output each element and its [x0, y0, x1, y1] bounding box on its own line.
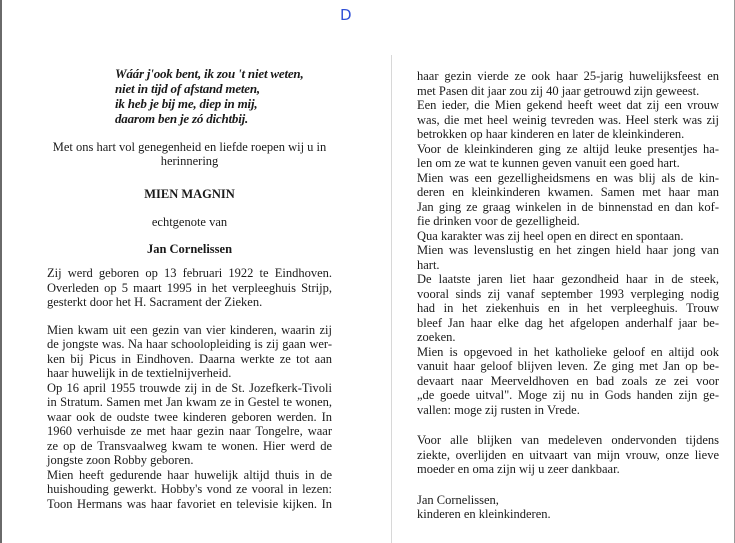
- poem-line: daarom ben je zó dichtbij.: [115, 111, 249, 126]
- text-line: zoeken.: [417, 330, 456, 344]
- text-line: 1960 verhuisde ze met haar gezin naar Tongelre, waar: [47, 424, 332, 438]
- text-line: Mien was levenslustig en het zingen hield haar jong van: [417, 243, 719, 257]
- text-line: haar gezin vierde ze ook haar 25-jarig huwelijksfeest en: [417, 69, 719, 83]
- text-line: moeder en oma zijn wij u zeer dankbaar.: [417, 462, 620, 476]
- text-line: „de goede uitval". Moge zij nu in Gods handen zijn ge-: [417, 388, 719, 402]
- text-line: haar huwelijk in de textielnijverheid.: [47, 366, 232, 380]
- text-line: vooral sinds zij vanaf september 1993 verpleging nodig: [417, 286, 719, 301]
- text-line: Voor alle blijken van medeleven ondervonden tijdens: [417, 433, 719, 447]
- paragraph-birth: [47, 266, 332, 310]
- text-line: ziekte, overlijden en uitvaart van mijn vrouw, onze lieve: [417, 447, 719, 462]
- signature: [417, 493, 719, 522]
- text-line: huishouding gewerkt. Hobby's vond ze vooral in lezen:: [47, 482, 332, 496]
- spouse-label: echtgenote van: [151, 215, 228, 229]
- signature-line: Jan Cornelissen,: [417, 492, 499, 507]
- paragraph-personality: [417, 229, 719, 244]
- text-line: devaart naar Meerveldhoven en bad zoals ze zei voor: [417, 373, 719, 388]
- deceased-name: MIEN MAGNIN: [144, 187, 235, 201]
- text-line: Toon Hermans was haar favoriet en televisie kijken. In: [47, 496, 332, 511]
- text-line: was, die met heel weinig tevreden was. Heel sterk was zij: [417, 112, 719, 127]
- text-line: Zij werd geboren op 13 februari 1922 te Eindhoven.: [47, 266, 332, 280]
- text-line: waar ook de oudste twee kinderen geboren werden. In: [47, 409, 332, 424]
- text-line: in Stratum. Samen met Jan kwam ze in Gestel te wonen,: [47, 395, 332, 409]
- text-line: hart.: [417, 257, 440, 272]
- text-line: Mien is opgevoed in het katholieke geloof en altijd ook: [417, 344, 719, 359]
- left-edge: [0, 0, 2, 543]
- paragraph-health: [417, 272, 719, 345]
- text-line: De laatste jaren liet haar gezondheid haar in de steek,: [417, 272, 719, 286]
- paragraph-grandchildren: [417, 142, 719, 171]
- fold-line: [391, 55, 392, 543]
- text-line: Mien was een gezelligheidsmens en was blij als de kin-: [417, 170, 719, 185]
- spouse-name: Jan Cornelissen: [146, 242, 233, 256]
- poem: [115, 66, 332, 126]
- poem-line: ik heb je bij me, diep in mij,: [115, 96, 258, 111]
- margin-mark: D: [340, 6, 352, 24]
- paragraph-social: [417, 171, 719, 229]
- text-line: met Pasen dit jaar zou zij 40 jaar getrouwd zijn geweest.: [417, 83, 700, 98]
- paragraph-household: [47, 468, 332, 512]
- intro-text: Met ons hart vol genegenheid en liefde roepen wij u in herinnering: [52, 140, 327, 168]
- text-line: vallen: moge zij rusten in Vrede.: [417, 402, 580, 417]
- text-line: vanuit haar geloof blijven leven. Ze ging met Jan op be-: [417, 359, 719, 373]
- text-line: bleef Jan haar elke dag het afgelopen anderhalf jaar be-: [417, 315, 719, 330]
- text-line: Mien kwam uit een gezin van vier kinderen, waarin zij: [47, 322, 332, 337]
- paragraph-youth: [47, 323, 332, 381]
- thank-you-note: [417, 433, 719, 477]
- text-line: jongste zoon Robby geboren.: [47, 453, 194, 467]
- poem-line: Wáár j'ook bent, ik zou 't niet weten,: [115, 66, 304, 81]
- paragraph-zest: [417, 243, 719, 272]
- text-line: fie drinken voor de gezelligheid.: [417, 214, 580, 228]
- text-line: de jongste was. Na haar schoolopleiding is zij gaan wer-: [47, 337, 332, 351]
- text-line: Qua karakter was zij heel open en direct en spontaan.: [417, 228, 684, 243]
- left-column: [47, 66, 332, 511]
- paragraph-marriage: [47, 381, 332, 468]
- text-line: Jan ging ze graag winkelen in de binnenstad en dan kof-: [417, 199, 719, 214]
- text-line: had in het ziekenhuis en in het verpleeghuis. Trouw: [417, 301, 719, 315]
- signature-line: kinderen en kleinkinderen.: [417, 507, 551, 521]
- text-line: betrokken op haar kinderen en later de kleinkinderen.: [417, 127, 685, 141]
- text-line: Overleden op 5 maart 1995 in het verpleeghuis Strijp,: [47, 280, 332, 295]
- left-body: [47, 266, 332, 511]
- text-line: gesterkt door het H. Sacrament der Zieken.: [47, 295, 263, 309]
- text-line: Mien heeft gedurende haar huwelijk altijd thuis in de: [47, 467, 332, 482]
- text-line: Een ieder, die Mien gekend heeft weet dat zij een vrouw: [417, 98, 719, 112]
- text-line: deren en kleinkinderen kwamen. Samen met haar man: [417, 185, 719, 199]
- poem-line: niet in tijd of afstand meten,: [115, 81, 260, 96]
- text-line: len om ze wat te kunnen geven vanuit een goed hart.: [417, 156, 680, 170]
- text-line: ze op de Transvaalweg kwam te wonen. Hier werd de: [47, 438, 332, 453]
- text-line: Voor de kleinkinderen ging ze altijd leuke presentjes ha-: [417, 141, 719, 156]
- right-column: [417, 69, 719, 522]
- paragraph-character: [417, 98, 719, 142]
- text-line: Op 16 april 1955 trouwde zij in de St. Jozefkerk-Tivoli: [47, 380, 332, 395]
- paragraph-anniversary: [417, 69, 719, 98]
- text-line: ken bij Picus in Eindhoven. Daarna werkte ze tot aan: [47, 351, 332, 366]
- paragraph-faith: [417, 345, 719, 418]
